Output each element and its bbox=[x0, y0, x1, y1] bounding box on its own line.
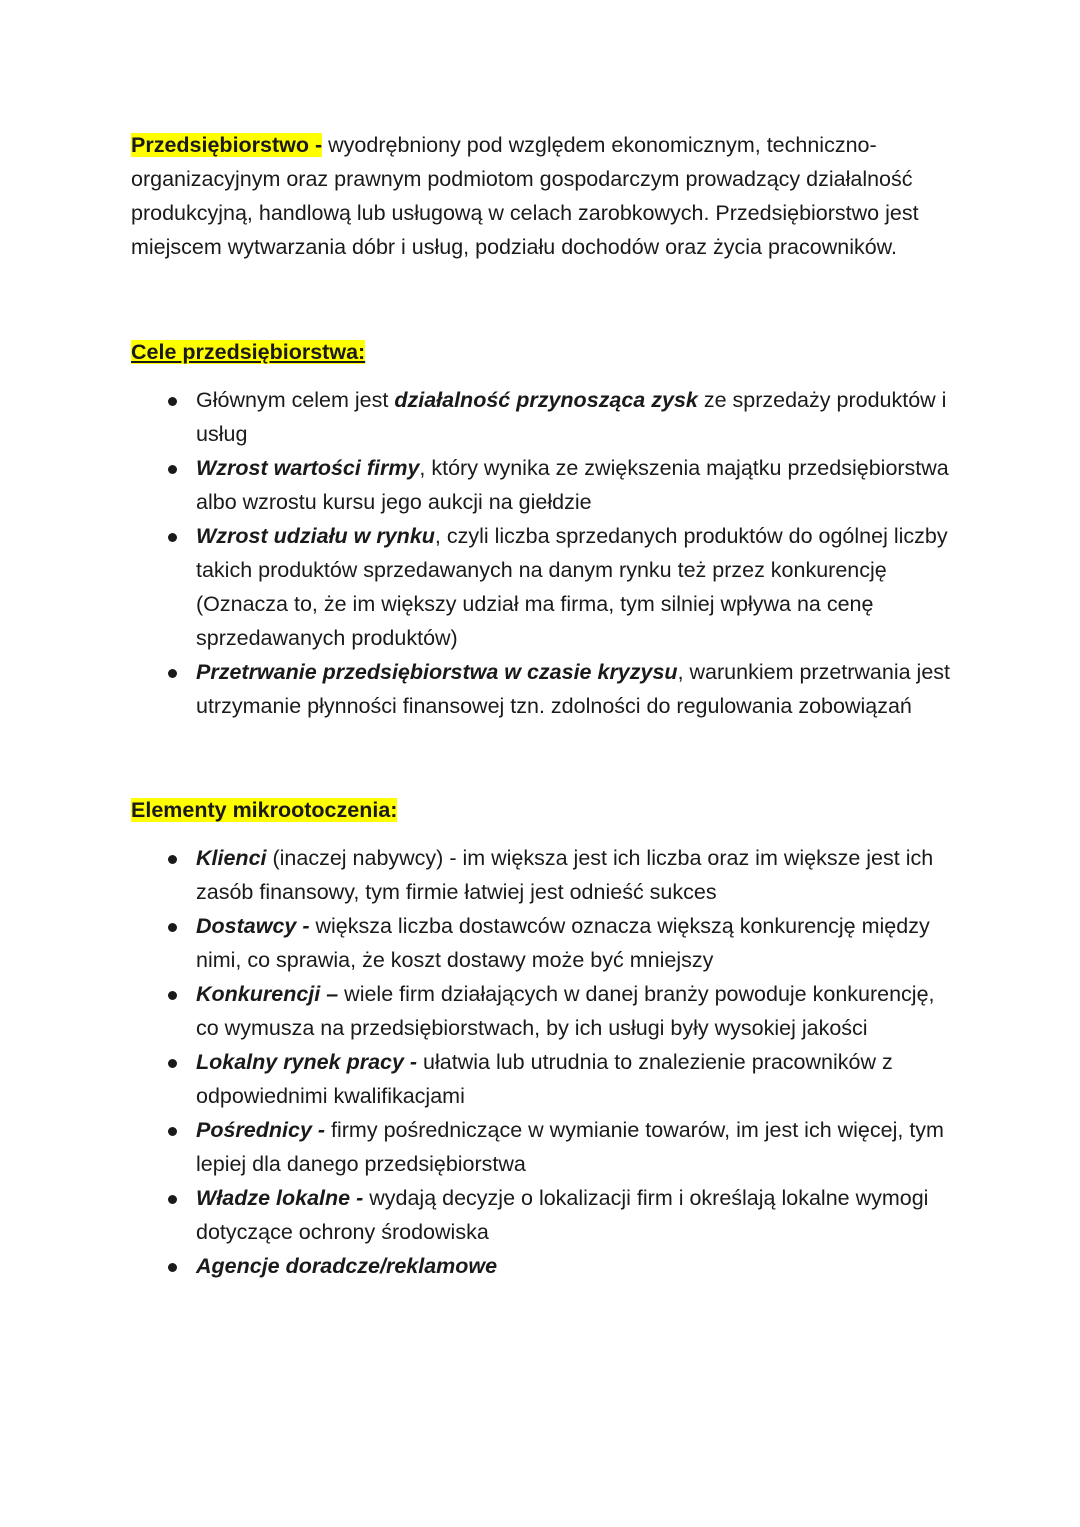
bullet-icon bbox=[168, 1059, 177, 1068]
bullet-icon bbox=[168, 923, 177, 932]
bullet-icon bbox=[168, 991, 177, 1000]
bullet-icon bbox=[168, 533, 177, 542]
micro-list bbox=[131, 841, 951, 1283]
list-item: Wzrost udziału w rynku, czyli liczba sprzedanych produktów do ogólnej liczby takich produktów sprzedawanych na danym rynku też przez konkurencję (Oznacza to, że im większy udział ma firma, tym silniej wpływa na cenę sprzedawanych produktów) bbox=[131, 519, 951, 655]
definition-paragraph bbox=[131, 128, 951, 264]
list-item: Przetrwanie przedsiębiorstwa w czasie kryzysu, warunkiem przetrwania jest utrzymanie płynności finansowej tzn. zdolności do regulowania zobowiązań bbox=[131, 655, 951, 723]
list-item: Pośrednicy - firmy pośredniczące w wymianie towarów, im jest ich więcej, tym lepiej dla danego przedsiębiorstwa bbox=[131, 1113, 951, 1181]
list-item: Władze lokalne - wydają decyzje o lokalizacji firm i określają lokalne wymogi dotyczące ochrony środowiska bbox=[131, 1181, 951, 1249]
bullet-icon bbox=[168, 1127, 177, 1136]
bullet-icon bbox=[168, 1195, 177, 1204]
list-item: Konkurencji – wiele firm działających w danej branży powoduje konkurencję, co wymusza na przedsiębiorstwach, by ich usługi były wysokiej jakości bbox=[131, 977, 951, 1045]
definition-term: Przedsiębiorstwo - bbox=[131, 133, 323, 157]
goals-section-title: Cele przedsiębiorstwa: bbox=[131, 340, 366, 364]
bullet-icon bbox=[168, 669, 177, 678]
definition-text: wyodrębniony pod względem ekonomicznym, techniczno-organizacyjnym oraz prawnym podmiotom gospodarczym prowadzący działalność produkcyjną, handlową lub usługową w celach zarobkowych. Przedsiębiorstwo jest miejscem wytwarzania dóbr i usług, podziału dochodów oraz życia pracowników. bbox=[131, 133, 919, 259]
list-item: Dostawcy - większa liczba dostawców oznacza większą konkurencję między nimi, co sprawia, że koszt dostawy może być mniejszy bbox=[131, 909, 951, 977]
document-page bbox=[131, 128, 951, 1283]
goals-list bbox=[131, 383, 951, 723]
bullet-icon bbox=[168, 397, 177, 406]
bullet-icon bbox=[168, 1263, 177, 1272]
list-item: Wzrost wartości firmy, który wynika ze zwiększenia majątku przedsiębiorstwa albo wzrostu kursu jego aukcji na giełdzie bbox=[131, 451, 951, 519]
list-item: Agencje doradcze/reklamowe bbox=[131, 1249, 951, 1283]
bullet-icon bbox=[168, 465, 177, 474]
micro-section-title: Elementy mikrootoczenia: bbox=[131, 798, 398, 822]
list-item: Lokalny rynek pracy - ułatwia lub utrudnia to znalezienie pracowników z odpowiednimi kwalifikacjami bbox=[131, 1045, 951, 1113]
bullet-icon bbox=[168, 855, 177, 864]
list-item: Klienci (inaczej nabywcy) - im większa jest ich liczba oraz im większe jest ich zasób finansowy, tym firmie łatwiej jest odnieść sukces bbox=[131, 841, 951, 909]
list-item: Głównym celem jest działalność przynosząca zysk ze sprzedaży produktów i usług bbox=[131, 383, 951, 451]
